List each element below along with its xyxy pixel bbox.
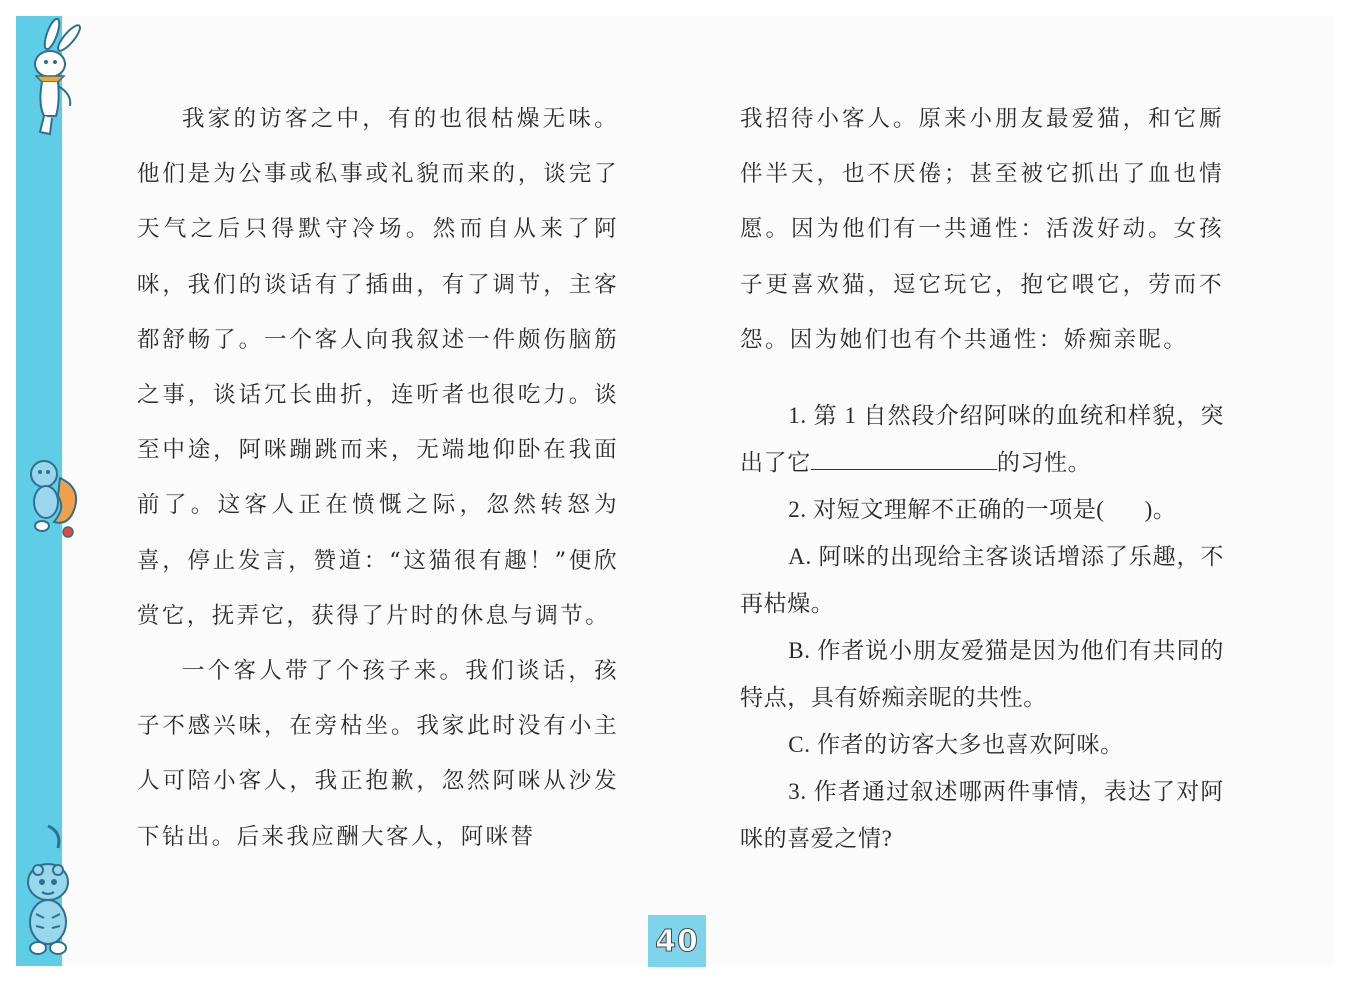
story-paragraph-1: 我家的访客之中，有的也很枯燥无味。他们是为公事或私事或礼貌而来的，谈完了天气之后只得默守冷场。然而自从来了阿咪，我们的谈话有了插曲，有了调节，主客都舒畅了。一个客人向我叙述一件颇伤脑筋之事，谈话冗长曲折，连听者也很吃力。谈至中途，阿咪蹦跳而来，无端地仰卧在我面前了。这客人正在愤慨之际，忽然转怒为喜，停止发言，赞道：“这猫很有趣！”便欣赏它，抚弄它，获得了片时的休息与调节。 — [137, 106, 619, 629]
answer-blank[interactable] — [811, 449, 997, 470]
page-number: 40 — [648, 915, 706, 967]
tiger-cub-illustration — [14, 822, 76, 962]
question-1 — [740, 392, 1224, 486]
question-1-text: 1. 第 1 自然段介绍阿咪的血统和样貌，突出了它 — [740, 403, 1224, 476]
left-text-column — [137, 92, 619, 865]
question-2-option-b: B. 作者说小朋友爱猫是因为他们有共同的特点，具有娇痴亲昵的共性。 — [740, 638, 1224, 711]
story-continuation: 我招待小客人。原来小朋友最爱猫，和它厮伴半天，也不厌倦；甚至被它抓出了血也情愿。因为他们有一共通性：活泼好动。女孩子更喜欢猫，逗它玩它，抱它喂它，劳而不怨。因为她们也有个共通性：娇痴亲昵。 — [740, 106, 1224, 353]
rabbit-illustration — [14, 16, 82, 140]
squirrel-illustration — [14, 448, 84, 538]
right-text-column — [740, 92, 1224, 862]
question-1-tail: 的习性。 — [996, 450, 1092, 476]
question-2-option-a: A. 阿咪的出现给主客谈话增添了乐趣，不再枯燥。 — [740, 544, 1224, 617]
question-3: 3. 作者通过叙述哪两件事情，表达了对阿咪的喜爱之情? — [740, 779, 1224, 852]
question-2 — [740, 486, 1224, 533]
question-2-text: 2. 对短文理解不正确的一项是( — [788, 497, 1105, 523]
question-2-option-c: C. 作者的访客大多也喜欢阿咪。 — [788, 732, 1124, 758]
question-2-tail: )。 — [1144, 497, 1177, 523]
story-paragraph-2: 一个客人带了个孩子来。我们谈话，孩子不感兴味，在旁枯坐。我家此时没有小主人可陪小客人，我正抱歉，忽然阿咪从沙发下钻出。后来我应酬大客人，阿咪替 — [137, 658, 619, 850]
